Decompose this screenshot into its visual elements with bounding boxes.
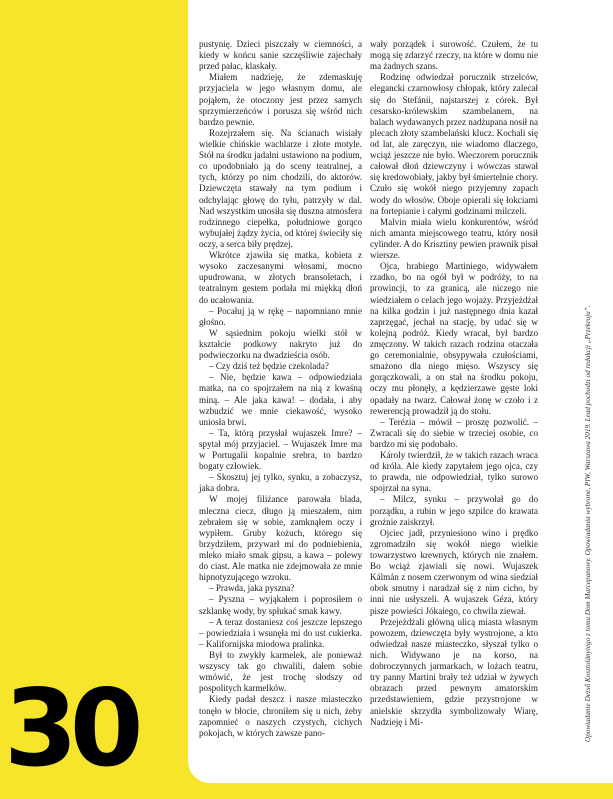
paragraph: – Ta, którą przysłał wujaszek Imre? – spytał mój przyjaciel. – Wujaszek Imre ma w Portugalii kopalnie srebra, to bardzo bogaty człowiek. xyxy=(199,427,362,472)
right-text-column xyxy=(370,39,538,728)
paragraph: – Nie, będzie kawa – odpowiedziała matka, na co spojrzałem na nią z kwaśną miną. – Ale jaka kawa! – dodała, i aby wzbudzić we mnie ciekawość, wysoko uniosła brwi. xyxy=(199,372,362,427)
paragraph: Przejeżdżali główną ulicą miasta własnym powozem, dziewczęta były wystrojone, a kto odwiedzał nasze miasteczko, słyszał tylko o nich. Widywano je na korso, na dobroczynnych jarmarkach, w lożach teatru, try panny Martini brały też udział w żywych obrazach przed pewnym amatorskim przedstawieniem, gdzie przystrojone w anielskie skrzydła symbolizowały Wiarę, Nadzieję i Mi- xyxy=(370,616,538,727)
paragraph: Wkrótce zjawiła się matka, kobieta z wysoko zaczesanymi włosami, mocno upudrowana, w złotych bransoletach, i teatralnym gestem podała mi miękką dłoń do ucałowania. xyxy=(199,250,362,305)
paragraph: – Terézia – mówił – proszę pozwolić. – Zwracali się do siebie w trzeciej osobie, co bardzo mi się podobało. xyxy=(370,416,538,449)
paragraph: – A teraz dostaniesz coś jeszcze lepszego – powiedziała i wsunęła mi do ust cukierka. – Kalifornijska miodowa pralinka. xyxy=(199,616,362,649)
paragraph: Miałem nadzieję, że zdemaskuję przyjaciela w jego własnym domu, ale pojąłem, że otoczony jest przez samych sprzymierzeńców i porusza się wśród nich bardzo pewnie. xyxy=(199,72,362,127)
source-note: Opowiadanie Dezső Kosztolányiego z tomu Dom Marcepanowy. Opowiadania wybrane, PIW, Warszawa 2019. Lead pochodzi od redakcji „Przekroju”. xyxy=(584,305,592,742)
paragraph: – Milcz, synku – przywołał go do porządku, a rubin w jego szpilce do krawata groźnie zaiskrzył. xyxy=(370,494,538,527)
paragraph: Był to zwykły karmelek, ale ponieważ wszyscy tak go chwalili, dałem sobie wmówić, że jest trochę słodszy od pospolitych karmelków. xyxy=(199,650,362,694)
paragraph: Malvin miała wielu konkurentów, wśród nich amanta miejscowego teatru, który nosił cylinder. A do Krisztiny pewien prawnik pisał wiersze. xyxy=(370,216,538,261)
paragraph: – Skosztuj jej tylko, synku, a zobaczysz, jaka dobra. xyxy=(199,472,362,494)
paragraph: Rodzinę odwiedzał porucznik strzelców, elegancki czarnowłosy chłopak, który zalecał się do Stefánii, najstarszej z córek. Był cesarsko-królewskim szambelanem, na balach wydawanych przez nadżupana nosił na plecach złoty szambelański klucz. Kochali się od lat, ale zaręczyn, nie wiadomo dlaczego, wciąż jeszcze nie było. Wieczorem porucznik całował dłoń dziewczyny i wówczas stawał się kredowobiały, jakby był śmiertelnie chory. Czuło się wokół niego przyjemny zapach wody do włosów. Oboje opierali się łokciami na fortepianie i całymi godzinami milczeli. xyxy=(370,72,538,216)
left-text-column xyxy=(199,39,362,739)
paragraph: – Czy dziś też będzie czekolada? xyxy=(209,361,329,372)
paragraph: W mojej filiżance parowała blada, mleczna ciecz, długo ją mieszałem, nim zebrałem się w sobie, zamknąłem oczy i wypiłem. Gruby kożuch, którego się brzydziłem, przywarł mi do podniebienia, mleko miało smak gipsu, a kawa – polewy do ciast. Ale matka nie zdejmowała ze mnie hipnotyzującego wzroku. xyxy=(199,494,362,583)
paragraph: pustynię. Dzieci piszczały w ciemności, a kiedy w końcu sanie szczęśliwie zajechały przed pałac, klaskały. xyxy=(199,39,362,72)
paragraph: wały porządek i surowość. Czułem, że tu mogą się zdarzyć rzeczy, na które w domu nie ma żadnych szans. xyxy=(370,39,538,72)
paragraph: Rozejrzałem się. Na ścianach wisiały wielkie chińskie wachlarze i złote motyle. Stół na środku jadalni ustawiono na podium, co upodobniało ją do sceny teatralnej, a tych, którzy po nim chodzili, do aktorów. Dziewczęta stawały na tym podium i odchylając głowę do tyłu, patrzyły w dal. Nad wszystkim unosiła się duszna atmosfera rodzinnego ciepełka, południowe gorąco wybujałej żądzy życia, od której świeciły się oczy, a serca biły prędzej. xyxy=(199,127,362,249)
page-number: 30 xyxy=(4,667,136,790)
paragraph: – Pocałuj ją w rękę – napomniano mnie głośno. xyxy=(199,305,362,327)
paragraph: Ojciec jadł, przyniesiono wino i prędko zgromadziło się wokół niego wielkie towarzystwo krewnych, których nie znałem. Bo wciąż zjawiali się nowi. Wujaszek Kálmán z nosem czerwonym od wina siedział obok smutny i naradzał się z nim cicho, by inni nie usłyszeli. A wujaszek Géza, który pisze powieści Jókaiego, co chwila ziewał. xyxy=(370,527,538,616)
paragraph: – Pyszna – wyjąkałem i poprosiłem o szklankę wody, by spłukać smak kawy. xyxy=(199,594,362,616)
paragraph: Kiedy padał deszcz i nasze miasteczko tonęło w błocie, chroniłem się u nich, żeby zapomnieć o naszych czystych, cichych pokojach, w których zawsze pano- xyxy=(199,694,362,738)
paragraph: – Prawda, jaka pyszna? xyxy=(209,583,295,594)
paragraph: W sąsiednim pokoju wielki stół w kształcie podkowy nakryto już do podwieczorku na dwadzieścia osób. xyxy=(199,327,362,361)
paragraph: Ojca, hrabiego Martiniego, widywałem rzadko, bo na ogół był w podróży, to na prowincji, to za granicą, ale niczego nie wiedziałem o celach jego wojaży. Przyjeżdżał na kilka godzin i już następnego dnia kazał zaprzęgać, jechał na stację, by udać się w kolejną podróż. Kiedy wracał, był bardzo zmęczony. W takich razach rodzina otaczała go ceremonialnie, obsypywała czułościami, smażono dla niego mięso. Wszyscy się gorączkowali, a on stał na środku pokoju, oczy mu płonęły, a kędzierzawe gęste loki opadały na twarz. Całował żonę w czoło i z rewerencją prowadził ją do stołu. xyxy=(370,261,538,416)
paragraph: Károly twierdził, że w takich razach wraca od króla. Ale kiedy zapytałem jego ojca, czy to prawda, nie odpowiedział, tylko surowo spojrzał na syna. xyxy=(370,450,538,494)
